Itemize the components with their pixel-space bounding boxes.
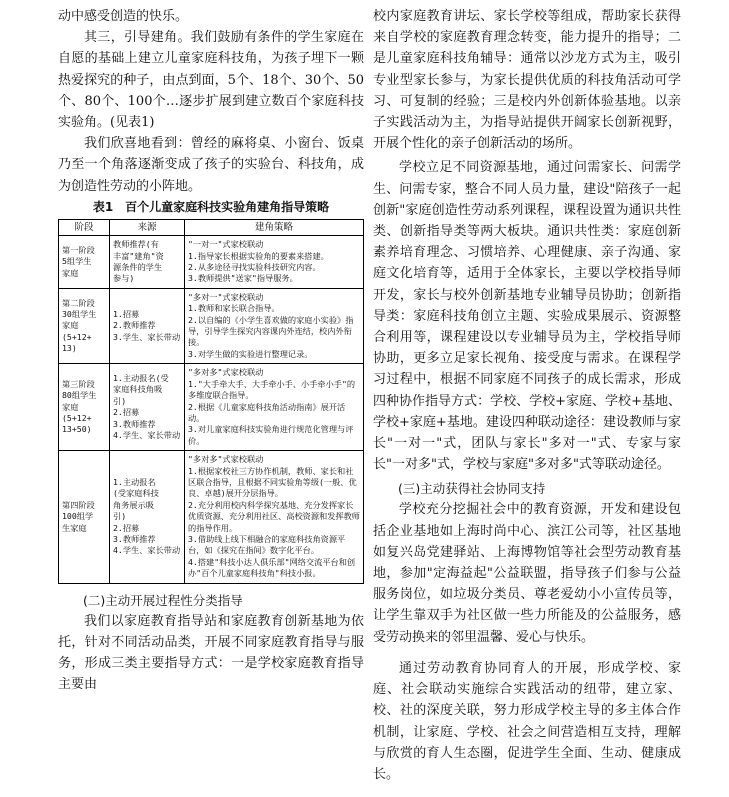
paragraph: 通过劳动教育协同育人的开展，形成学校、家庭、社会联动实施综合实践活动的纽带，建立家、校、社的深度关联，努力形成学校主导的多主体合作机制，让家庭、学校、社会之间营造相互支持，理解与欣赏的育人生态圈，促进学生全面、生动、健康成长。 (373, 660, 681, 782)
cell-line: 教师推荐(有 (113, 239, 159, 250)
cell-line: 源条件的学生 (113, 262, 163, 273)
cell-line: 2.充分利用校内科学探究基地、充分发挥家长优质资源、充分利用社区、高校资源和发挥教师的指导作用。 (188, 499, 360, 533)
cell-line: "多对多"式家校联动 (188, 367, 264, 378)
cell-line: 13+50) (62, 424, 92, 435)
header-stage: 阶段 (59, 219, 110, 235)
cell-line: 2.从多途径寻找实验科技研究内容。 (188, 262, 321, 273)
strategy-cell (185, 364, 364, 451)
left-column (58, 6, 364, 695)
cell-line: 家庭 (62, 267, 79, 278)
cell-line: 3.教师提供"送家"指导服务。 (188, 273, 298, 284)
cell-line: 4.学生、家长带动 (113, 430, 181, 441)
cell-line: 引) (113, 511, 127, 522)
cell-line: 2.招募 (113, 522, 140, 533)
strategy-cell (185, 288, 364, 363)
header-strategy: 建角策略 (185, 219, 364, 235)
table-row (59, 236, 364, 289)
cell-line: 第一阶段 (62, 244, 95, 255)
table-caption: 表1 百个儿童家庭科技实验角建角指导策略 (92, 199, 330, 214)
paragraph: 其三，引导建角。我们鼓励有条件的学生家庭在自愿的基础上建立儿童家庭科技角，为孩子埋下一颗热爱探究的种子，由点到面，5个、18个、30个、50个、80个、100个…逐步扩展到建立数百个家庭科技实验角。(见表1) (58, 30, 364, 131)
source-cell (110, 288, 185, 363)
cell-line: 参与) (113, 273, 135, 284)
stage-cell (59, 451, 110, 583)
stage-cell (59, 364, 110, 451)
source-cell (110, 364, 185, 451)
cell-line: 2.根据《儿童家庭科技角活动指南》展开活动。 (188, 401, 346, 423)
right-column (373, 6, 681, 785)
cell-line: 4.学生、家长带动 (113, 545, 181, 556)
section-heading: (三)主动获得社会协同支持 (398, 481, 546, 497)
paragraph: 学校充分挖掘社会中的教育资源，开发和建设包括企业基地如上海时尚中心、滨江公司等，社区基地如复兴岛党建驿站、上海博物馆等社会型劳动教育基地，参加"定海益起"公益联盟，指导孩子们参与公益服务岗位，如垃圾分类员、尊老爱幼小小宣传员等，让学生靠双手为社区做一些力所能及的公益服务，感受劳动换来的邻里温馨、爱心与快乐。 (373, 502, 681, 645)
cell-line: 1.指导家长根据实验角的要素来搭建。 (188, 250, 329, 261)
cell-line: 3.借助线上线下相融合的家庭科技角资源平台，如《探究在指间》数字化平台。 (188, 533, 346, 556)
cell-line: 第四阶段 (62, 499, 95, 510)
cell-line: 3.教师推荐 (113, 418, 156, 429)
cell-line: 家庭科技角吸 (113, 384, 163, 395)
paragraph: 我们欣喜地看到：曾经的麻将桌、小窗台、饭桌乃至一个角落逐渐变成了孩子的实验台、科技角，成为创造性劳动的小阵地。 (58, 136, 364, 194)
cell-line: 30组学生 (62, 308, 97, 319)
cell-line: 丰富"建角"资 (113, 250, 164, 261)
table-row (59, 288, 364, 363)
cell-line: 1.教师和家长联合指导。 (188, 303, 280, 314)
cell-line: 家庭 (62, 320, 79, 331)
cell-line: 3.对学生做的实验进行整理记录。 (188, 348, 313, 359)
cell-line: 5组学生 (62, 256, 92, 267)
source-cell (110, 236, 185, 289)
cell-line: (受家庭科技 (113, 488, 159, 499)
cell-line: 3.对儿童家庭科技实验角进行规范化管理与评价。 (188, 424, 354, 446)
cell-line: 第二阶段 (62, 297, 95, 308)
stage-cell (59, 288, 110, 363)
cell-line: 13) (62, 343, 77, 354)
header-source: 来源 (110, 219, 185, 235)
paragraph: 我们以家庭教育指导站和家庭教育创新基地为依托，针对不同活动品类，开展不同家庭教育指导与服务，形成三类主要指导方式：一是学校家庭教育指导主要由 (58, 613, 364, 693)
table-row (59, 364, 364, 451)
cell-line: (5+12+ (62, 331, 92, 342)
cell-line: 4.搭建"科技小达人俱乐部"网络交流平台和创办"百个儿童家庭科技角"科技小报。 (188, 556, 356, 579)
cell-line: 家庭 (62, 401, 79, 412)
cell-line: 2.教师推荐 (113, 320, 156, 331)
table-header-row (59, 219, 364, 235)
cell-line: 80组学生 (62, 390, 97, 401)
cell-line: 引) (113, 395, 127, 406)
cell-line: 1.主动报名 (113, 476, 156, 487)
strategy-cell (185, 236, 364, 289)
strategy-cell (185, 451, 364, 583)
paragraph: 学校立足不同资源基地，通过问需家长、问需学生、问需专家，整合不同人员力量，建设"陪孩子一起创新"家庭创造性劳动系列课程，课程设置为通识共性类、创新指导类等两大板块。通识共性类：家庭创新素养培育理念、习惯培养、心理健康、亲子沟通、家庭文化培育等，适用于全体家长，主要以学校指导师开发，家长与校外创新基地专业辅导员协助；创新指导类：家庭科技角创立主题、实验成果展示、资源整合利用等，课程建设以专业辅导员为主，学校指导师协助，更多立足家长视角、接受度与需求。在课程学习过程中，根据不同家庭不同孩子的成长需求，形成四种协作指导方式：学校、学校+家庭、学校+基地、学校+家庭+基地。建设四种联动途径：建设教师与家长"一对一"式，团队与家长"多对一"式、专家与家长"一对多"式，学校与家庭"多对多"式等联动途径。 (373, 160, 681, 473)
cell-line: "一对一"式家校联动 (188, 239, 264, 250)
cell-line: 1."大手牵大手、大手牵小手、小手牵小手"的多维度联合指导。 (188, 378, 356, 401)
strategy-table (58, 219, 364, 584)
cell-line: 1.主动报名(受 (113, 373, 169, 383)
cell-line: 100组学 (62, 511, 94, 522)
cell-line: 生家庭 (62, 522, 87, 533)
cell-line: 3.学生、家长带动 (113, 331, 181, 342)
paragraph: 动中感受创造的快乐。 (58, 9, 189, 24)
section-heading: (二)主动开展过程性分类指导 (83, 592, 243, 608)
table-row (59, 451, 364, 583)
cell-line: "多对多"式家校联动 (188, 454, 264, 465)
cell-line: 2.招募 (113, 407, 140, 418)
paragraph: 校内家庭教育讲坛、家长学校等组成，帮助家长获得来自学校的家庭教育理念转变，能力提升的指导；二是儿童家庭科技角辅导：通常以沙龙方式为主，吸引专业型家长参与，为家长提供优质的科技角活动可学习、可复制的经验；三是校内外创新体验基地。以亲子实践活动为主，为指导站提供开阔家长创新视野，开展个性化的亲子创新活动的场所。 (373, 9, 681, 152)
cell-line: 2.以自编的《小学生喜欢做的家庭小实验》指导，引导学生探究内容课内外连结，校内外衔接。 (188, 314, 354, 348)
table-body (59, 236, 364, 583)
source-cell (110, 451, 185, 583)
cell-line: 3.教师推荐 (113, 533, 156, 544)
cell-line: "多对一"式家校联动 (188, 291, 264, 302)
cell-line: 1.根据家校社三方协作机制，教师、家长和社区联合指导，且根据不同实验角等级(一般、优良、卓越)展开分层指导。 (188, 465, 357, 499)
cell-line: (5+12+ (62, 412, 92, 423)
cell-line: 第三阶段 (62, 378, 95, 389)
stage-cell (59, 236, 110, 289)
cell-line: 1.招募 (113, 308, 140, 319)
cell-line: 角务展示吸 (113, 499, 154, 510)
